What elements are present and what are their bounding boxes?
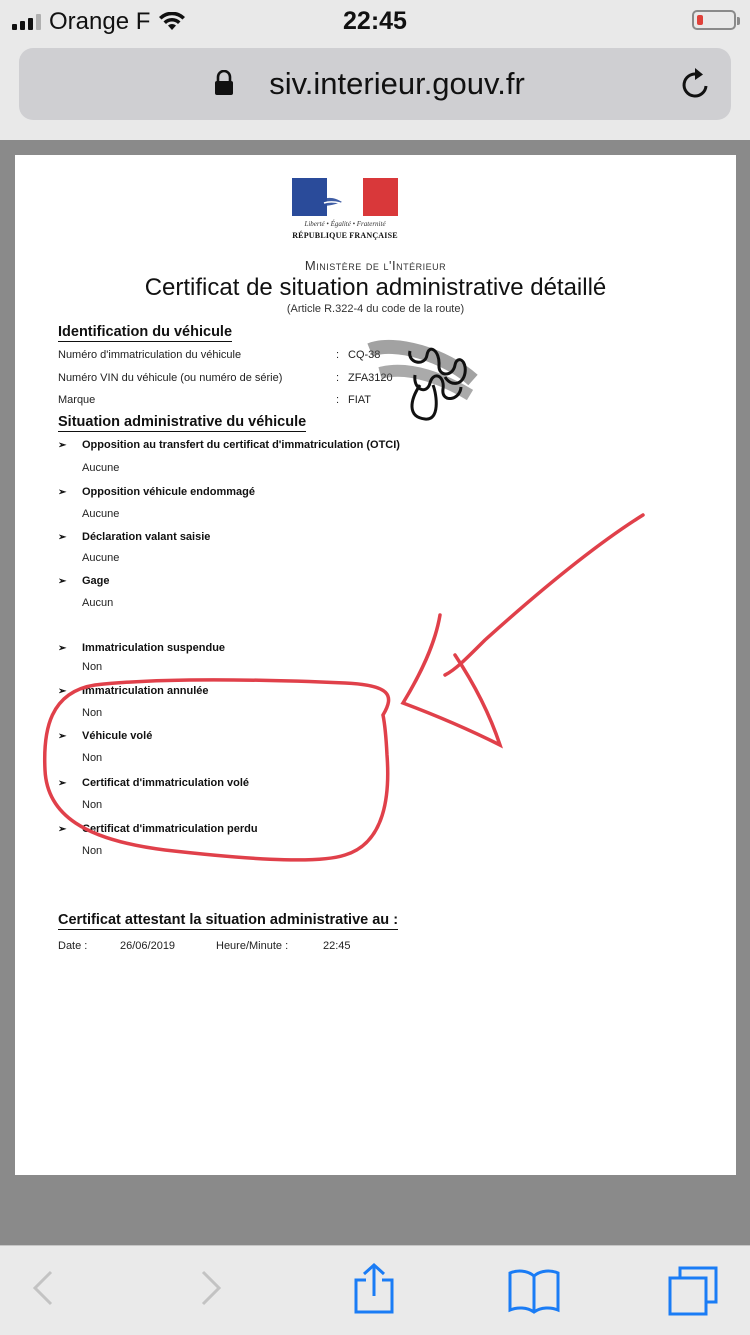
- document-subtitle: (Article R.322-4 du code de la route): [286, 303, 465, 315]
- marianne-logo: [292, 178, 398, 240]
- item-label: Opposition au transfert du certificat d'immatriculation (OTCI): [82, 439, 400, 451]
- item-label: Véhicule volé: [82, 730, 153, 742]
- republic-name: RÉPUBLIQUE FRANÇAISE: [292, 231, 398, 240]
- brand-row: Marque : FIAT: [58, 394, 372, 406]
- situation-item-otci: [58, 439, 400, 451]
- document-page: [15, 155, 736, 1175]
- item-value: Non: [82, 845, 103, 857]
- battery-icon: [692, 10, 736, 30]
- certificate-date-line: [58, 940, 351, 952]
- item-label: Certificat d'immatriculation volé: [82, 777, 250, 789]
- certificate-date-heading: Certificat attestant la situation administrative au :: [58, 912, 399, 928]
- situation-heading: Situation administrative du véhicule: [58, 414, 307, 430]
- address-bar[interactable]: [19, 48, 731, 120]
- red-arrow: [403, 515, 643, 745]
- item-label: Immatriculation suspendue: [82, 642, 226, 654]
- arrow-bullet-icon: ➢: [58, 824, 67, 835]
- back-icon[interactable]: [30, 1268, 56, 1308]
- item-value: Aucune: [82, 508, 120, 520]
- row-label: Numéro VIN du véhicule (ou numéro de série): [58, 372, 283, 384]
- arrow-bullet-icon: ➢: [58, 778, 67, 789]
- time-value: 22:45: [323, 940, 351, 952]
- item-label: Gage: [82, 575, 110, 587]
- item-value: Non: [82, 752, 103, 764]
- row-label: Marque: [58, 394, 96, 406]
- date-value: 26/06/2019: [120, 940, 176, 952]
- reload-icon[interactable]: [679, 66, 713, 102]
- marianne-icon: [318, 182, 372, 216]
- arrow-bullet-icon: ➢: [58, 487, 67, 498]
- arrow-bullet-icon: ➢: [58, 576, 67, 587]
- time-label: Heure/Minute :: [216, 940, 289, 952]
- situation-item-cancelled: [58, 685, 209, 697]
- situation-item-stolen-vehicle: [58, 730, 152, 742]
- browser-toolbar: [0, 1245, 750, 1335]
- ministry-name: Ministère de l'Intérieur: [304, 258, 447, 273]
- forward-icon[interactable]: [198, 1268, 224, 1308]
- row-label: Numéro d'immatriculation du véhicule: [58, 349, 242, 361]
- item-value: Non: [82, 661, 103, 673]
- item-label: Déclaration valant saisie: [82, 531, 211, 543]
- document-title: Certificat de situation administrative détaillé: [144, 274, 607, 301]
- item-value: Aucun: [82, 597, 114, 609]
- carrier-name: Orange F: [49, 8, 151, 35]
- vin-number-row: Numéro VIN du véhicule (ou numéro de série) : ZFA3120: [58, 372, 393, 384]
- item-label: Certificat d'immatriculation perdu: [82, 823, 258, 835]
- republic-motto: Liberté • Égalité • Fraternité: [304, 220, 386, 228]
- bookmarks-icon[interactable]: [507, 1268, 561, 1314]
- item-label: Opposition véhicule endommagé: [82, 486, 255, 498]
- situation-item-lien: [58, 575, 110, 587]
- row-value: FIAT: [348, 394, 372, 406]
- tricolor-flag: [292, 178, 398, 216]
- arrow-bullet-icon: ➢: [58, 532, 67, 543]
- status-bar: [0, 0, 750, 44]
- situation-item-stolen-certificate: [58, 777, 249, 789]
- item-label: Immatriculation annulée: [82, 685, 209, 697]
- registration-number-row: Numéro d'immatriculation du véhicule : CQ-38: [58, 349, 381, 361]
- situation-item-seizure: [58, 531, 210, 543]
- item-value: Aucune: [82, 552, 120, 564]
- status-time: 22:45: [343, 7, 407, 35]
- item-value: Aucune: [82, 462, 120, 474]
- row-value: ZFA3120: [348, 372, 393, 384]
- arrow-bullet-icon: ➢: [58, 686, 67, 697]
- situation-item-damaged: [58, 486, 255, 498]
- tabs-icon[interactable]: [666, 1264, 720, 1318]
- item-value: Non: [82, 707, 103, 719]
- arrow-bullet-icon: ➢: [58, 731, 67, 742]
- identification-heading: Identification du véhicule: [58, 324, 233, 340]
- date-label: Date :: [58, 940, 88, 952]
- row-value: CQ-38: [348, 349, 381, 361]
- situation-item-suspended: [58, 642, 225, 654]
- item-value: Non: [82, 799, 103, 811]
- situation-item-lost-certificate: [58, 823, 258, 835]
- browser-header: [0, 44, 750, 141]
- url-text[interactable]: siv.interieur.gouv.fr: [269, 66, 525, 101]
- arrow-bullet-icon: ➢: [58, 643, 67, 654]
- arrow-bullet-icon: ➢: [58, 440, 67, 451]
- share-icon[interactable]: [352, 1262, 396, 1316]
